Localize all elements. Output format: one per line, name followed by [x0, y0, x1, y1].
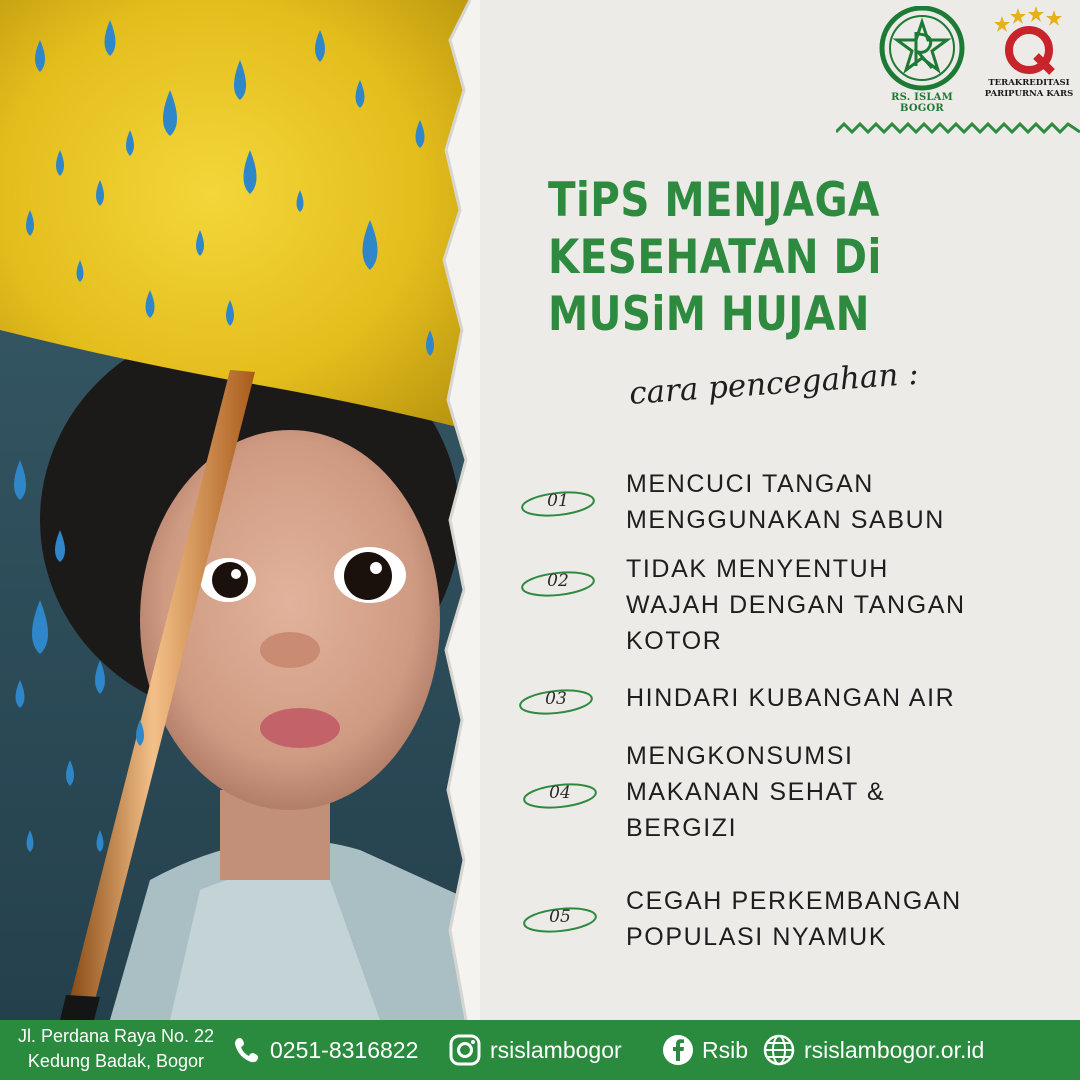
instagram-icon [448, 1033, 482, 1067]
address: Jl. Perdana Raya No. 22 Kedung Badak, Bogor [17, 1026, 215, 1071]
footer-bar [0, 1020, 1080, 1080]
phone-icon [232, 1035, 262, 1065]
instagram-link[interactable]: rsislambogor [448, 1034, 622, 1066]
child-umbrella-photo [0, 0, 470, 1020]
tip-item: HINDARI KUBANGAN AIR [626, 684, 956, 712]
subtitle: cara pencegahan : [628, 355, 920, 412]
hospital-name: RS. ISLAM BOGOR [891, 92, 953, 114]
accreditation-line2: PARIPURNA KARS [984, 89, 1074, 99]
rs-islam-bogor-logo [872, 6, 972, 114]
tip-item: TIDAK MENYENTUH WAJAH DENGAN TANGAN KOTOR [626, 555, 966, 655]
zigzag-divider [836, 118, 1080, 138]
tip-number-badge: 02 [518, 566, 598, 600]
title-line-2: KESEHATAN Di [548, 230, 882, 285]
tip-number-badge: 01 [518, 486, 598, 520]
tip-number-badge: 05 [520, 902, 600, 936]
tip-item: CEGAH PERKEMBANGAN POPULASI NYAMUK [626, 887, 962, 951]
accreditation-line1: TERAKREDITASI [988, 78, 1070, 88]
page-title [548, 172, 882, 343]
title-line-1: TiPS MENJAGA [548, 173, 880, 228]
tip-number-badge: 03 [516, 684, 596, 718]
globe-icon [762, 1033, 796, 1067]
facebook-link[interactable]: Rsib [662, 1034, 748, 1066]
tip-item: MENCUCI TANGAN MENGGUNAKAN SABUN [626, 470, 945, 534]
phone-contact[interactable]: 0251-8316822 [232, 1034, 418, 1066]
title-line-3: MUSiM HUJAN [548, 287, 870, 342]
kars-accreditation-logo [984, 4, 1074, 104]
facebook-icon [662, 1034, 694, 1066]
tip-number-badge: 04 [520, 778, 600, 812]
website-link[interactable]: rsislambogor.or.id [762, 1034, 984, 1066]
tip-item: MENGKONSUMSI MAKANAN SEHAT & BERGIZI [626, 742, 886, 842]
